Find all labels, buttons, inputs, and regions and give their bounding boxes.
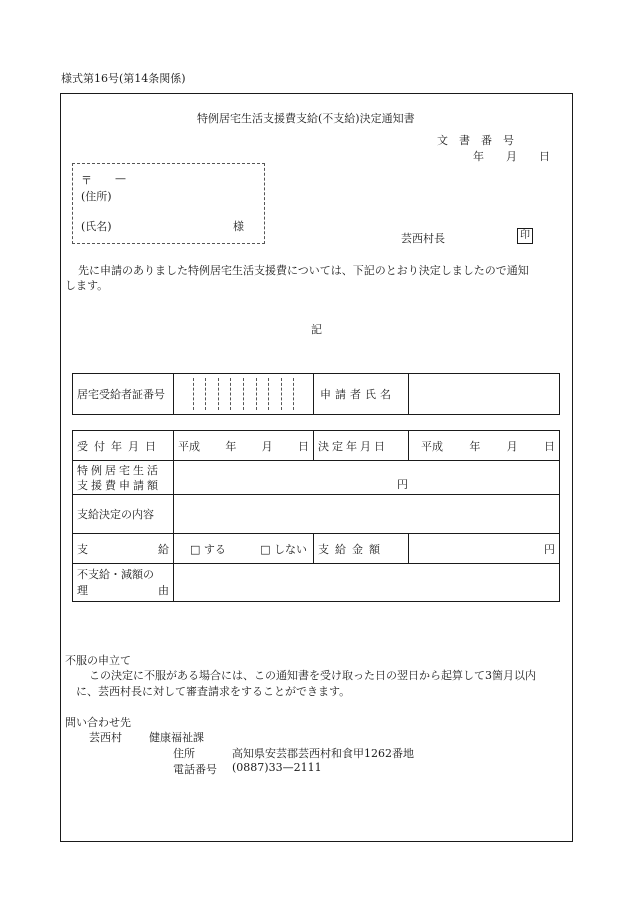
decision-year: 年	[469, 439, 481, 453]
intro-line-2: します。	[65, 279, 109, 292]
decision-content-value	[174, 495, 560, 534]
option-no[interactable]: □ しない	[260, 542, 307, 556]
decision-month: 月	[506, 439, 518, 453]
contact-phone-label: 電話番号	[173, 763, 217, 776]
contact-department: 健康福祉課	[149, 731, 204, 744]
intro-line-1: 先に申請のありました特例居宅生活支援費については、下記のとおり決定しましたので通知	[78, 264, 529, 277]
receipt-day: 日	[297, 439, 309, 453]
decision-era: 平成	[421, 439, 443, 453]
honorific: 様	[233, 220, 244, 233]
receipt-date-label: 受付年月日	[73, 431, 174, 461]
cert-number-label: 居宅受給者証番号	[73, 374, 174, 415]
postal-mark: 〒	[81, 174, 92, 187]
document-number-label: 文 書 番 号	[437, 134, 514, 147]
form-number: 様式第16号(第14条関係)	[61, 72, 186, 85]
decision-day: 日	[543, 439, 555, 453]
address-label: (住所)	[81, 190, 112, 203]
contact-address-label: 住所	[173, 747, 195, 760]
reason-value	[174, 564, 560, 602]
requested-amount-yen: 円	[397, 478, 408, 491]
option-yes[interactable]: □ する	[190, 542, 226, 556]
contact-heading: 問い合わせ先	[65, 716, 131, 729]
payment-label: 支 給	[73, 534, 174, 564]
decision-table	[72, 430, 560, 602]
requested-amount-value	[174, 461, 560, 495]
document-title: 特例居宅生活支援費支給(不支給)決定通知書	[197, 112, 415, 125]
cert-number-cells	[174, 374, 314, 415]
date-line: 年 月 日	[473, 150, 550, 163]
payment-amount-yen: 円	[544, 542, 555, 556]
payment-amount-value	[409, 534, 560, 564]
receipt-date-value	[174, 431, 314, 461]
address-box	[72, 163, 265, 244]
name-label: (氏名)	[81, 220, 112, 233]
ki-heading: 記	[311, 323, 322, 336]
reason-label: 不支給・減額の 理 由	[73, 564, 174, 602]
appeal-line-1: この決定に不服がある場合には、この通知書を受け取った日の翌日から起算して3箇月以内	[89, 669, 536, 682]
payment-options	[174, 534, 314, 564]
contact-phone: (0887)33—2111	[232, 761, 322, 774]
receipt-year: 年	[225, 439, 237, 453]
certificate-table	[72, 373, 560, 415]
contact-village: 芸西村	[89, 731, 122, 744]
seal-mark: 印	[517, 228, 533, 244]
appeal-line-2: に、芸西村長に対して審査請求をすることができます。	[76, 685, 351, 698]
receipt-era: 平成	[178, 439, 200, 453]
postal-dash: —	[115, 172, 126, 185]
receipt-month: 月	[261, 439, 273, 453]
decision-content-label: 支給決定の内容	[73, 495, 174, 534]
contact-address: 高知県安芸郡芸西村和食甲1262番地	[232, 747, 414, 760]
appeal-heading: 不服の申立て	[65, 654, 131, 667]
decision-date-label: 決定年月日	[314, 431, 409, 461]
applicant-name-label: 申請者氏名	[314, 374, 409, 415]
applicant-name-value	[409, 374, 560, 415]
payment-amount-label: 支給金額	[314, 534, 409, 564]
requested-amount-label: 特例居宅生活 支援費申請額	[73, 461, 174, 495]
decision-date-value	[409, 431, 560, 461]
issuer: 芸西村長	[401, 232, 445, 245]
